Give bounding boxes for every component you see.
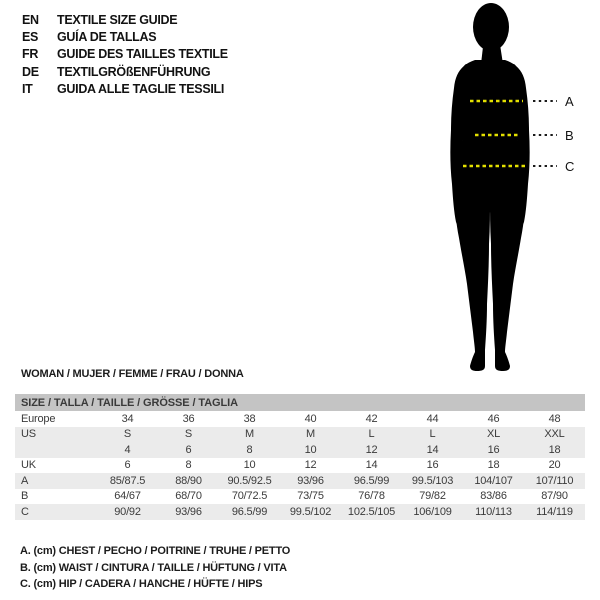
language-code: ES — [22, 30, 39, 45]
woman-silhouette — [450, 3, 529, 371]
table-cell: 90/92 — [114, 505, 141, 518]
table-cell: 114/119 — [536, 505, 573, 518]
woman-figure — [433, 2, 593, 374]
table-cell: 12 — [365, 443, 378, 456]
table-cell: 6 — [185, 443, 192, 456]
table-cell: 93/96 — [297, 474, 324, 487]
table-cell: L — [368, 428, 375, 441]
table-cell: 83/86 — [480, 490, 507, 503]
table-cell: 79/82 — [419, 490, 446, 503]
table-cell: 46 — [487, 412, 500, 425]
row-label: US — [21, 428, 36, 441]
language-code: EN — [22, 12, 39, 27]
table-row — [15, 411, 585, 427]
table-cell: 96.5/99 — [231, 505, 268, 518]
table-cell: 40 — [304, 412, 317, 425]
table-cell: M — [306, 428, 315, 441]
table-cell: 110/113 — [475, 505, 512, 518]
row-label: A — [21, 474, 29, 487]
table-cell: 99.5/103 — [411, 474, 454, 487]
table-cell: 8 — [246, 443, 253, 456]
table-row — [15, 427, 585, 443]
table-cell: 42 — [365, 412, 378, 425]
table-cell: 38 — [243, 412, 256, 425]
table-cell: 102.5/105 — [347, 505, 396, 518]
row-label — [15, 442, 97, 458]
table-cell: 10 — [243, 459, 256, 472]
table-cell: XXL — [544, 428, 565, 441]
legend-line-hip: C. (cm) HIP / CADERA / HANCHE / HÜFTE / HIPS — [20, 578, 263, 591]
table-cell: 14 — [365, 459, 378, 472]
language-row-en — [22, 11, 228, 28]
table-row — [15, 473, 585, 489]
table-cell: 18 — [548, 443, 561, 456]
table-cell: 93/96 — [175, 505, 202, 518]
row-label: C — [21, 505, 29, 518]
table-cell: 8 — [185, 459, 192, 472]
table-cell: 44 — [426, 412, 439, 425]
table-header-label: SIZE / TALLA / TAILLE / GRÖSSE / TAGLIA — [15, 394, 585, 411]
table-cell: 76/78 — [358, 490, 385, 503]
table-cell: 99.5/102 — [289, 505, 332, 518]
language-row-it — [22, 81, 228, 98]
language-row-de — [22, 63, 228, 80]
marker-label-b: B — [565, 128, 574, 143]
language-title: TEXTILGRÖßENFÜHRUNG — [57, 64, 211, 79]
language-code: FR — [22, 47, 39, 62]
language-list — [22, 11, 228, 98]
table-cell: 88/90 — [175, 474, 202, 487]
size-table-body — [15, 411, 585, 520]
language-row-es — [22, 28, 228, 45]
row-label: Europe — [21, 412, 56, 425]
legend-line-chest: A. (cm) CHEST / PECHO / POITRINE / TRUHE / PETTO — [20, 545, 291, 557]
table-cell: 70/72.5 — [231, 490, 268, 503]
table-cell: 34 — [121, 412, 134, 425]
table-cell: L — [429, 428, 436, 441]
table-cell: 4 — [124, 443, 131, 456]
language-title: GUIDE DES TAILLES TEXTILE — [57, 47, 228, 62]
section-title-woman: WOMAN / MUJER / FEMME / FRAU / DONNA — [21, 368, 244, 380]
table-cell: M — [245, 428, 254, 441]
table-cell: 85/87.5 — [109, 474, 146, 487]
table-cell: 10 — [304, 443, 317, 456]
table-cell: 73/75 — [297, 490, 324, 503]
table-cell: 96.5/99 — [353, 474, 390, 487]
table-cell: 90.5/92.5 — [227, 474, 272, 487]
table-cell: 104/107 — [474, 474, 513, 487]
table-cell: 12 — [304, 459, 317, 472]
table-cell: 48 — [548, 412, 561, 425]
marker-label-a: A — [565, 94, 574, 109]
marker-label-c: C — [565, 159, 575, 174]
table-cell: 6 — [124, 459, 131, 472]
table-cell: 68/70 — [175, 490, 202, 503]
table-row — [15, 489, 585, 505]
table-cell: 87/90 — [541, 490, 568, 503]
table-cell: 16 — [487, 443, 500, 456]
table-cell: S — [123, 428, 132, 441]
silhouette-right-leg — [490, 178, 525, 371]
table-cell: 16 — [426, 459, 439, 472]
table-row — [15, 504, 585, 520]
language-title: TEXTILE SIZE GUIDE — [57, 12, 178, 27]
table-header-row — [15, 394, 585, 411]
language-title: GUIDA ALLE TAGLIE TESSILI — [57, 82, 225, 97]
table-cell: 36 — [182, 412, 195, 425]
table-cell: 64/67 — [114, 490, 141, 503]
table-cell: 106/109 — [413, 505, 452, 518]
table-cell: 18 — [487, 459, 500, 472]
size-table — [15, 394, 585, 520]
language-title: GUÍA DE TALLAS — [57, 30, 157, 45]
legend-line-waist: B. (cm) WAIST / CINTURA / TAILLE / HÜFTUNG / VITA — [20, 561, 287, 574]
table-cell: S — [184, 428, 193, 441]
measurement-legend — [20, 543, 290, 593]
table-row — [15, 458, 585, 474]
row-label: B — [21, 490, 29, 503]
language-row-fr — [22, 46, 228, 63]
table-row — [15, 442, 585, 458]
table-cell: 107/110 — [535, 474, 574, 487]
silhouette-left-leg — [455, 178, 490, 371]
language-code: DE — [22, 64, 39, 79]
row-label: UK — [21, 459, 36, 472]
table-cell: 14 — [426, 443, 439, 456]
table-cell: XL — [486, 428, 501, 441]
language-code: IT — [22, 82, 33, 97]
table-cell: 20 — [548, 459, 561, 472]
